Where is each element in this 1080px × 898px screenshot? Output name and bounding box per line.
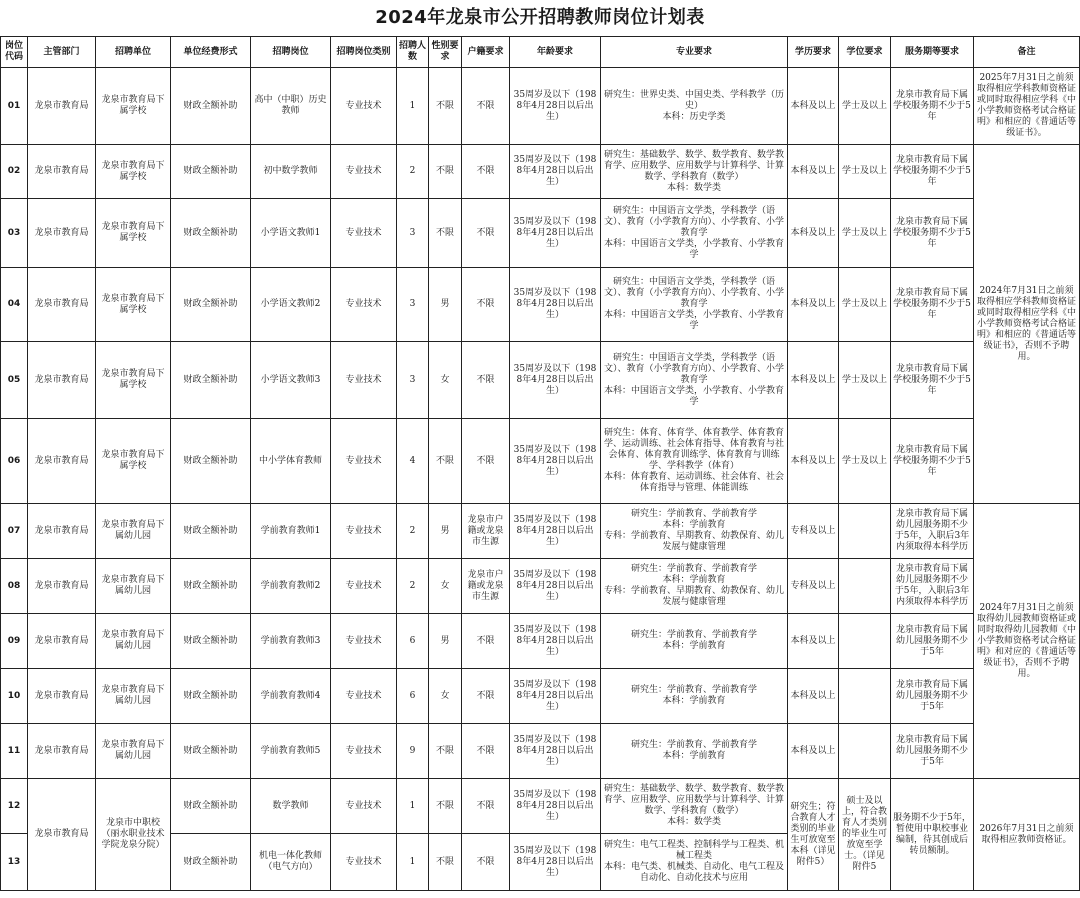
position-cell: 小学语文教师1 bbox=[251, 199, 331, 268]
funding-cell: 财政全额补助 bbox=[171, 724, 251, 779]
header-row bbox=[1, 37, 1080, 68]
department-cell: 龙泉市教育局 bbox=[28, 145, 96, 199]
gender-cell: 男 bbox=[429, 504, 462, 559]
hukou-cell: 不限 bbox=[462, 419, 510, 504]
funding-cell: 财政全额补助 bbox=[171, 614, 251, 669]
age-cell: 35周岁及以下（1988年4月28日以后出生） bbox=[510, 199, 601, 268]
remark-cell: 2026年7月31日之前须取得相应教师资格证。 bbox=[974, 779, 1080, 891]
employer-cell: 龙泉市中职校（丽水职业技术学院龙泉分院） bbox=[96, 779, 171, 891]
column-header: 招聘岗位 bbox=[251, 37, 331, 68]
column-header: 单位经费形式 bbox=[171, 37, 251, 68]
category-cell: 专业技术 bbox=[331, 559, 397, 614]
column-header: 专业要求 bbox=[601, 37, 788, 68]
category-cell: 专业技术 bbox=[331, 669, 397, 724]
age-cell: 35周岁及以下（1988年4月28日以后出生） bbox=[510, 419, 601, 504]
age-cell: 35周岁及以下（1988年4月28日以后出生） bbox=[510, 68, 601, 145]
age-cell: 35周岁及以下（1988年4月28日以后出生） bbox=[510, 614, 601, 669]
headcount-cell: 1 bbox=[397, 68, 429, 145]
education-cell: 本科及以上 bbox=[788, 614, 839, 669]
position-code: 02 bbox=[1, 145, 28, 199]
funding-cell: 财政全额补助 bbox=[171, 68, 251, 145]
table-row bbox=[1, 669, 1080, 724]
table-row bbox=[1, 504, 1080, 559]
department-cell: 龙泉市教育局 bbox=[28, 419, 96, 504]
table-row bbox=[1, 419, 1080, 504]
position-cell: 中小学体育教师 bbox=[251, 419, 331, 504]
column-header: 性别要求 bbox=[429, 37, 462, 68]
employer-cell: 龙泉市教育局下属学校 bbox=[96, 419, 171, 504]
age-cell: 35周岁及以下（1988年4月28日以后出生） bbox=[510, 504, 601, 559]
category-cell: 专业技术 bbox=[331, 779, 397, 834]
position-cell: 学前教育教师5 bbox=[251, 724, 331, 779]
employer-cell: 龙泉市教育局下属幼儿园 bbox=[96, 724, 171, 779]
table-row bbox=[1, 614, 1080, 669]
column-header: 服务期等要求 bbox=[891, 37, 974, 68]
hukou-cell: 不限 bbox=[462, 724, 510, 779]
hukou-cell: 不限 bbox=[462, 268, 510, 342]
department-cell: 龙泉市教育局 bbox=[28, 669, 96, 724]
table-row bbox=[1, 199, 1080, 268]
education-cell: 本科及以上 bbox=[788, 669, 839, 724]
employer-cell: 龙泉市教育局下属学校 bbox=[96, 268, 171, 342]
gender-cell: 女 bbox=[429, 342, 462, 419]
headcount-cell: 1 bbox=[397, 834, 429, 891]
gender-cell: 女 bbox=[429, 669, 462, 724]
hukou-cell: 不限 bbox=[462, 834, 510, 891]
position-code: 07 bbox=[1, 504, 28, 559]
major-cell: 研究生：基础数学、数学、数学教育、数学教育学、应用数学、应用数学与计算科学、计算数学、学科教育（数学） 本科：数学类 bbox=[601, 779, 788, 834]
department-cell: 龙泉市教育局 bbox=[28, 199, 96, 268]
hukou-cell: 龙泉市户籍或龙泉市生源 bbox=[462, 504, 510, 559]
funding-cell: 财政全额补助 bbox=[171, 342, 251, 419]
category-cell: 专业技术 bbox=[331, 342, 397, 419]
hukou-cell: 不限 bbox=[462, 779, 510, 834]
education-cell: 专科及以上 bbox=[788, 504, 839, 559]
education-cell: 本科及以上 bbox=[788, 68, 839, 145]
funding-cell: 财政全额补助 bbox=[171, 268, 251, 342]
table-row bbox=[1, 268, 1080, 342]
department-cell: 龙泉市教育局 bbox=[28, 724, 96, 779]
headcount-cell: 2 bbox=[397, 504, 429, 559]
table-row bbox=[1, 779, 1080, 834]
recruitment-table bbox=[0, 36, 1080, 891]
education-cell: 本科及以上 bbox=[788, 268, 839, 342]
remark-cell: 2024年7月31日之前须取得相应学科教师资格证或同时取得相应学科《中小学教师资格考试合格证明》和相应的《普通话等级证书》，否则不予聘用。 bbox=[974, 145, 1080, 504]
degree-cell: 硕士及以上，符合教育人才类别的毕业生可放宽至学士。（详见附件5 bbox=[839, 779, 891, 891]
department-cell: 龙泉市教育局 bbox=[28, 342, 96, 419]
funding-cell: 财政全额补助 bbox=[171, 199, 251, 268]
position-code: 04 bbox=[1, 268, 28, 342]
degree-cell: 学士及以上 bbox=[839, 199, 891, 268]
column-header: 招聘岗位类别 bbox=[331, 37, 397, 68]
column-header: 岗位代码 bbox=[1, 37, 28, 68]
position-cell: 学前教育教师1 bbox=[251, 504, 331, 559]
employer-cell: 龙泉市教育局下属幼儿园 bbox=[96, 614, 171, 669]
service-cell: 龙泉市教育局下属幼儿园服务期不少于5年 bbox=[891, 614, 974, 669]
degree-cell: 学士及以上 bbox=[839, 268, 891, 342]
position-code: 08 bbox=[1, 559, 28, 614]
category-cell: 专业技术 bbox=[331, 68, 397, 145]
headcount-cell: 1 bbox=[397, 779, 429, 834]
gender-cell: 男 bbox=[429, 268, 462, 342]
department-cell: 龙泉市教育局 bbox=[28, 268, 96, 342]
age-cell: 35周岁及以下（1988年4月28日以后出生） bbox=[510, 268, 601, 342]
table-row bbox=[1, 342, 1080, 419]
funding-cell: 财政全额补助 bbox=[171, 504, 251, 559]
headcount-cell: 6 bbox=[397, 669, 429, 724]
headcount-cell: 6 bbox=[397, 614, 429, 669]
headcount-cell: 3 bbox=[397, 342, 429, 419]
employer-cell: 龙泉市教育局下属学校 bbox=[96, 199, 171, 268]
category-cell: 专业技术 bbox=[331, 614, 397, 669]
table-row bbox=[1, 724, 1080, 779]
employer-cell: 龙泉市教育局下属幼儿园 bbox=[96, 559, 171, 614]
column-header: 主管部门 bbox=[28, 37, 96, 68]
funding-cell: 财政全额补助 bbox=[171, 419, 251, 504]
age-cell: 35周岁及以下（1988年4月28日以后出生） bbox=[510, 724, 601, 779]
gender-cell: 不限 bbox=[429, 199, 462, 268]
department-cell: 龙泉市教育局 bbox=[28, 504, 96, 559]
education-cell: 专科及以上 bbox=[788, 559, 839, 614]
major-cell: 研究生：学前教育、学前教育学 本科：学前教育 bbox=[601, 724, 788, 779]
education-cell: 研究生；符合教育人才类别的毕业生可放宽至本科（详见附件5） bbox=[788, 779, 839, 891]
major-cell: 研究生：体育、体育学、体育教学、体育教育学、运动训练、社会体育指导、体育教育与社会体育、体育教育训练学、体育教育与训练学、学科教学（体育） 本科：体育教育、运动训练、社会体育、社会体育指导与管理、体能训练 bbox=[601, 419, 788, 504]
funding-cell: 财政全额补助 bbox=[171, 145, 251, 199]
service-cell: 龙泉市教育局下属学校服务期不少于5年 bbox=[891, 68, 974, 145]
service-cell: 龙泉市教育局下属幼儿园服务期不少于5年，入职后3年内须取得本科学历 bbox=[891, 504, 974, 559]
position-code: 05 bbox=[1, 342, 28, 419]
hukou-cell: 不限 bbox=[462, 342, 510, 419]
gender-cell: 不限 bbox=[429, 724, 462, 779]
service-cell: 龙泉市教育局下属学校服务期不少于5年 bbox=[891, 419, 974, 504]
position-cell: 学前教育教师4 bbox=[251, 669, 331, 724]
category-cell: 专业技术 bbox=[331, 724, 397, 779]
hukou-cell: 不限 bbox=[462, 669, 510, 724]
age-cell: 35周岁及以下（1988年4月28日以后出生） bbox=[510, 779, 601, 834]
employer-cell: 龙泉市教育局下属学校 bbox=[96, 145, 171, 199]
education-cell: 本科及以上 bbox=[788, 419, 839, 504]
service-cell: 龙泉市教育局下属幼儿园服务期不少于5年 bbox=[891, 669, 974, 724]
funding-cell: 财政全额补助 bbox=[171, 834, 251, 891]
major-cell: 研究生：中国语言文学类，学科教学（语文）、教育（小学教育方向）、小学教育、小学教育学 本科：中国语言文学类，小学教育、小学教育学 bbox=[601, 268, 788, 342]
age-cell: 35周岁及以下（1988年4月28日以后出生） bbox=[510, 834, 601, 891]
headcount-cell: 4 bbox=[397, 419, 429, 504]
age-cell: 35周岁及以下（1988年4月28日以后出生） bbox=[510, 145, 601, 199]
hukou-cell: 不限 bbox=[462, 199, 510, 268]
major-cell: 研究生：学前教育、学前教育学 本科：学前教育 bbox=[601, 669, 788, 724]
table-row bbox=[1, 559, 1080, 614]
age-cell: 35周岁及以下（1988年4月28日以后出生） bbox=[510, 559, 601, 614]
gender-cell: 不限 bbox=[429, 779, 462, 834]
department-cell: 龙泉市教育局 bbox=[28, 614, 96, 669]
headcount-cell: 9 bbox=[397, 724, 429, 779]
remark-cell: 2024年7月31日之前须取得幼儿园教师资格证或同时取得幼儿园教师《中小学教师资格考试合格证明》和对应的《普通话等级证书》，否则不予聘用。 bbox=[974, 504, 1080, 779]
major-cell: 研究生：中国语言文学类，学科教学（语文）、教育（小学教育方向）、小学教育、小学教育学 本科：中国语言文学类，小学教育、小学教育学 bbox=[601, 199, 788, 268]
department-cell: 龙泉市教育局 bbox=[28, 68, 96, 145]
degree-cell bbox=[839, 724, 891, 779]
category-cell: 专业技术 bbox=[331, 268, 397, 342]
service-cell: 龙泉市教育局下属学校服务期不少于5年 bbox=[891, 342, 974, 419]
service-cell: 龙泉市教育局下属幼儿园服务期不少于5年 bbox=[891, 724, 974, 779]
major-cell: 研究生：中国语言文学类，学科教学（语文）、教育（小学教育方向）、小学教育、小学教育学 本科：中国语言文学类，小学教育、小学教育学 bbox=[601, 342, 788, 419]
degree-cell: 学士及以上 bbox=[839, 145, 891, 199]
position-cell: 高中（中职）历史教师 bbox=[251, 68, 331, 145]
page-title: 2024年龙泉市公开招聘教师岗位计划表 bbox=[375, 7, 705, 28]
service-cell: 服务期不少于5年，暂使用中职校事业编制，待其创成后转员额制。 bbox=[891, 779, 974, 891]
headcount-cell: 2 bbox=[397, 145, 429, 199]
degree-cell: 学士及以上 bbox=[839, 68, 891, 145]
position-code: 13 bbox=[1, 834, 28, 891]
remark-cell: 2025年7月31日之前须取得相应学科教师资格证或同时取得相应学科《中小学教师资格考试合格证明》和相应的《普通话等级证书》。 bbox=[974, 68, 1080, 145]
funding-cell: 财政全额补助 bbox=[171, 559, 251, 614]
column-header: 招聘单位 bbox=[96, 37, 171, 68]
service-cell: 龙泉市教育局下属学校服务期不少于5年 bbox=[891, 145, 974, 199]
position-cell: 数学教师 bbox=[251, 779, 331, 834]
degree-cell: 学士及以上 bbox=[839, 342, 891, 419]
department-cell: 龙泉市教育局 bbox=[28, 779, 96, 891]
position-cell: 初中数学教师 bbox=[251, 145, 331, 199]
column-header: 学历要求 bbox=[788, 37, 839, 68]
education-cell: 本科及以上 bbox=[788, 145, 839, 199]
position-code: 10 bbox=[1, 669, 28, 724]
employer-cell: 龙泉市教育局下属幼儿园 bbox=[96, 504, 171, 559]
category-cell: 专业技术 bbox=[331, 504, 397, 559]
degree-cell bbox=[839, 669, 891, 724]
hukou-cell: 龙泉市户籍或龙泉市生源 bbox=[462, 559, 510, 614]
headcount-cell: 3 bbox=[397, 199, 429, 268]
category-cell: 专业技术 bbox=[331, 419, 397, 504]
hukou-cell: 不限 bbox=[462, 68, 510, 145]
funding-cell: 财政全额补助 bbox=[171, 779, 251, 834]
column-header: 备注 bbox=[974, 37, 1080, 68]
position-code: 06 bbox=[1, 419, 28, 504]
department-cell: 龙泉市教育局 bbox=[28, 559, 96, 614]
education-cell: 本科及以上 bbox=[788, 342, 839, 419]
hukou-cell: 不限 bbox=[462, 614, 510, 669]
category-cell: 专业技术 bbox=[331, 834, 397, 891]
service-cell: 龙泉市教育局下属学校服务期不少于5年 bbox=[891, 268, 974, 342]
age-cell: 35周岁及以下（1988年4月28日以后出生） bbox=[510, 342, 601, 419]
position-cell: 小学语文教师2 bbox=[251, 268, 331, 342]
education-cell: 本科及以上 bbox=[788, 199, 839, 268]
position-code: 01 bbox=[1, 68, 28, 145]
service-cell: 龙泉市教育局下属学校服务期不少于5年 bbox=[891, 199, 974, 268]
category-cell: 专业技术 bbox=[331, 199, 397, 268]
position-code: 03 bbox=[1, 199, 28, 268]
headcount-cell: 2 bbox=[397, 559, 429, 614]
major-cell: 研究生：学前教育、学前教育学 本科：学前教育 专科：学前教育、早期教育、幼教保育、幼儿发展与健康管理 bbox=[601, 559, 788, 614]
gender-cell: 不限 bbox=[429, 419, 462, 504]
employer-cell: 龙泉市教育局下属学校 bbox=[96, 342, 171, 419]
table-row bbox=[1, 68, 1080, 145]
column-header: 学位要求 bbox=[839, 37, 891, 68]
major-cell: 研究生：世界史类、中国史类、学科教学（历史） 本科：历史学类 bbox=[601, 68, 788, 145]
gender-cell: 女 bbox=[429, 559, 462, 614]
major-cell: 研究生：学前教育、学前教育学 本科：学前教育 bbox=[601, 614, 788, 669]
degree-cell bbox=[839, 559, 891, 614]
column-header: 年龄要求 bbox=[510, 37, 601, 68]
position-code: 11 bbox=[1, 724, 28, 779]
major-cell: 研究生：基础数学、数学、数学教育、数学教育学、应用数学、应用数学与计算科学、计算数学、学科教育（数学） 本科：数学类 bbox=[601, 145, 788, 199]
position-cell: 学前教育教师3 bbox=[251, 614, 331, 669]
service-cell: 龙泉市教育局下属幼儿园服务期不少于5年，入职后3年内须取得本科学历 bbox=[891, 559, 974, 614]
gender-cell: 不限 bbox=[429, 145, 462, 199]
degree-cell bbox=[839, 614, 891, 669]
position-cell: 学前教育教师2 bbox=[251, 559, 331, 614]
position-code: 09 bbox=[1, 614, 28, 669]
gender-cell: 不限 bbox=[429, 68, 462, 145]
degree-cell bbox=[839, 504, 891, 559]
position-cell: 机电一体化教师（电气方向） bbox=[251, 834, 331, 891]
major-cell: 研究生：学前教育、学前教育学 本科：学前教育 专科：学前教育、早期教育、幼教保育、幼儿发展与健康管理 bbox=[601, 504, 788, 559]
funding-cell: 财政全额补助 bbox=[171, 669, 251, 724]
category-cell: 专业技术 bbox=[331, 145, 397, 199]
headcount-cell: 3 bbox=[397, 268, 429, 342]
gender-cell: 不限 bbox=[429, 834, 462, 891]
column-header: 招聘人数 bbox=[397, 37, 429, 68]
age-cell: 35周岁及以下（1988年4月28日以后出生） bbox=[510, 669, 601, 724]
position-code: 12 bbox=[1, 779, 28, 834]
hukou-cell: 不限 bbox=[462, 145, 510, 199]
employer-cell: 龙泉市教育局下属学校 bbox=[96, 68, 171, 145]
degree-cell: 学士及以上 bbox=[839, 419, 891, 504]
table-row bbox=[1, 145, 1080, 199]
gender-cell: 男 bbox=[429, 614, 462, 669]
position-cell: 小学语文教师3 bbox=[251, 342, 331, 419]
employer-cell: 龙泉市教育局下属幼儿园 bbox=[96, 669, 171, 724]
column-header: 户籍要求 bbox=[462, 37, 510, 68]
education-cell: 本科及以上 bbox=[788, 724, 839, 779]
major-cell: 研究生：电气工程类、控制科学与工程类、机械工程类 本科：电气类、机械类、自动化、电气工程及自动化、自动化技术与应用 bbox=[601, 834, 788, 891]
